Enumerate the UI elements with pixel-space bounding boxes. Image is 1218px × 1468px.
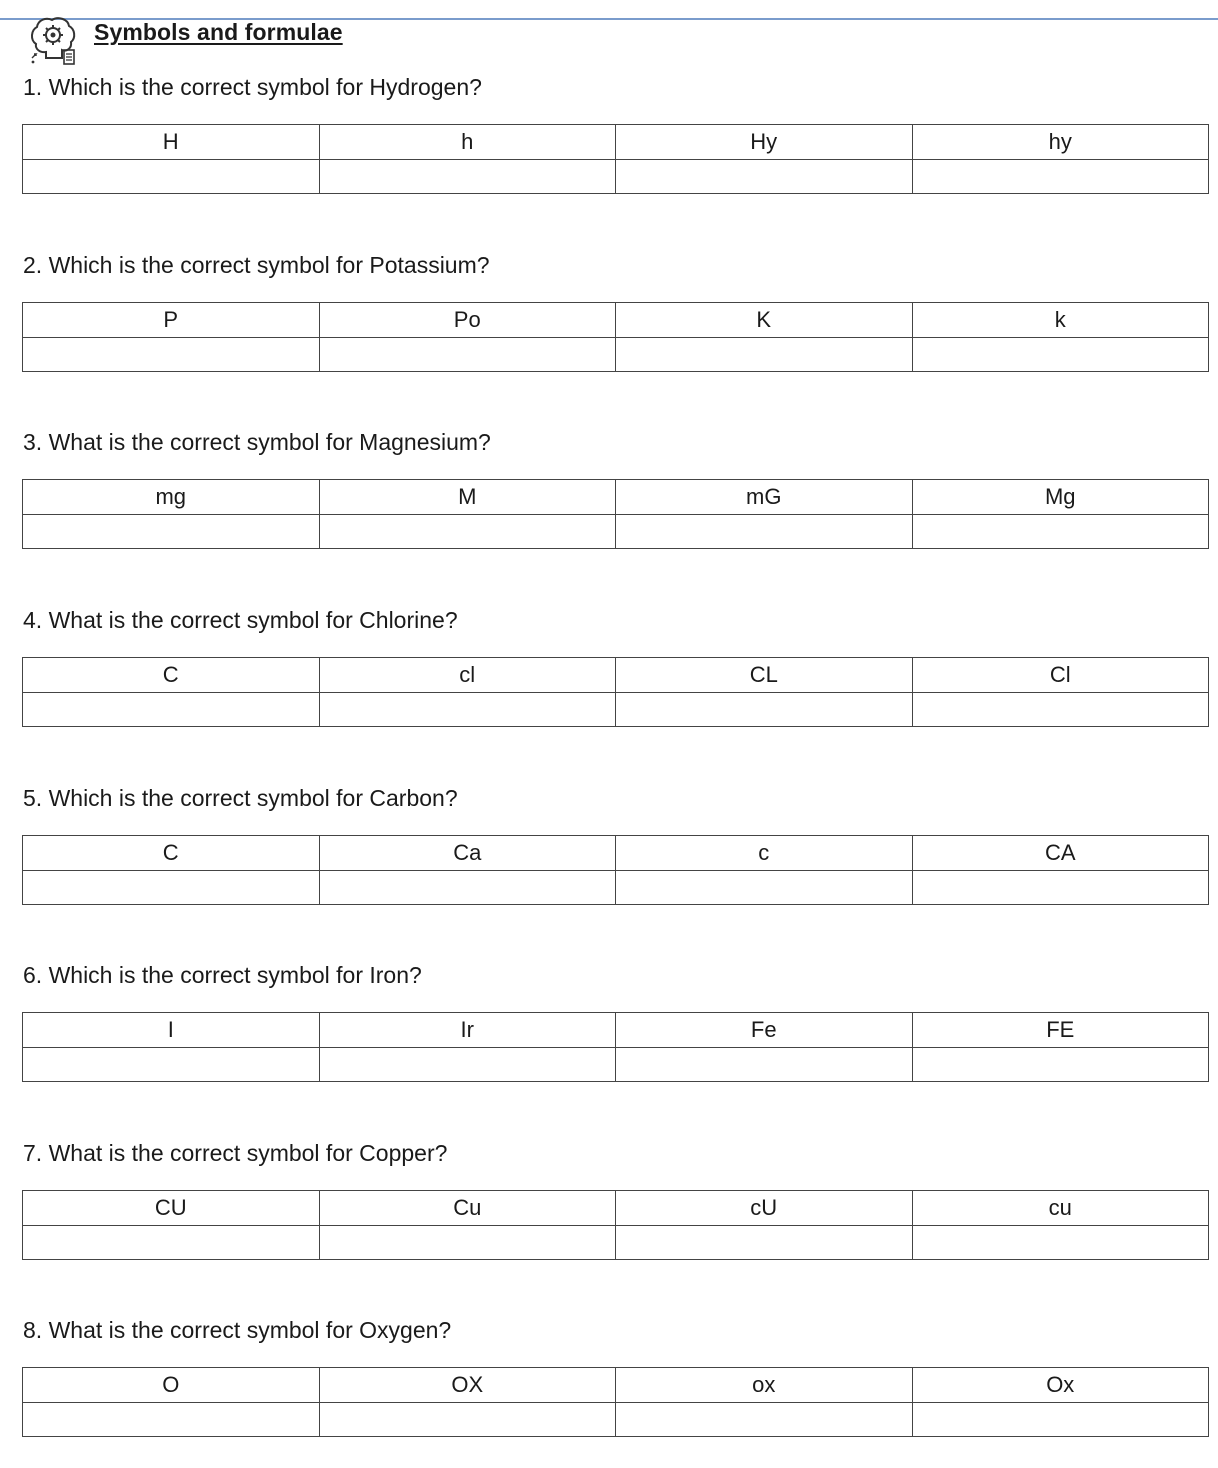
option-cell[interactable]: CU bbox=[23, 1191, 320, 1226]
answer-box[interactable] bbox=[912, 1403, 1209, 1437]
answer-box[interactable] bbox=[23, 1226, 320, 1260]
answer-box[interactable] bbox=[23, 338, 320, 372]
answer-box[interactable] bbox=[912, 871, 1209, 905]
answer-box[interactable] bbox=[319, 693, 616, 727]
question-text: 7. What is the correct symbol for Copper? bbox=[23, 1140, 448, 1166]
answer-box[interactable] bbox=[616, 1048, 913, 1082]
brain-gear-icon bbox=[26, 14, 78, 66]
answer-options-table bbox=[22, 1190, 1209, 1260]
question-text: 3. What is the correct symbol for Magnesium? bbox=[23, 429, 491, 455]
answer-box[interactable] bbox=[912, 1226, 1209, 1260]
option-cell[interactable]: FE bbox=[912, 1013, 1209, 1048]
option-cell[interactable]: c bbox=[616, 836, 913, 871]
answer-box[interactable] bbox=[912, 693, 1209, 727]
answer-box[interactable] bbox=[616, 1226, 913, 1260]
option-cell[interactable]: Po bbox=[319, 303, 616, 338]
option-cell[interactable]: C bbox=[23, 658, 320, 693]
option-cell[interactable]: cU bbox=[616, 1191, 913, 1226]
option-cell[interactable]: Ox bbox=[912, 1368, 1209, 1403]
answer-box[interactable] bbox=[912, 1048, 1209, 1082]
answer-box[interactable] bbox=[23, 160, 320, 194]
option-cell[interactable]: cu bbox=[912, 1191, 1209, 1226]
option-cell[interactable]: Cu bbox=[319, 1191, 616, 1226]
answer-options-table bbox=[22, 124, 1209, 194]
answer-options-table bbox=[22, 657, 1209, 727]
option-cell[interactable]: hy bbox=[912, 125, 1209, 160]
question-block bbox=[22, 782, 1209, 905]
answer-box[interactable] bbox=[616, 515, 913, 549]
option-cell[interactable]: Mg bbox=[912, 480, 1209, 515]
answer-box[interactable] bbox=[319, 1403, 616, 1437]
answer-box[interactable] bbox=[912, 160, 1209, 194]
answer-box[interactable] bbox=[319, 515, 616, 549]
option-cell[interactable]: K bbox=[616, 303, 913, 338]
answer-box[interactable] bbox=[23, 1048, 320, 1082]
answer-options-table bbox=[22, 479, 1209, 549]
answer-box[interactable] bbox=[616, 693, 913, 727]
question-block bbox=[22, 249, 1209, 372]
answer-box[interactable] bbox=[319, 1048, 616, 1082]
option-cell[interactable]: Fe bbox=[616, 1013, 913, 1048]
question-block bbox=[22, 1314, 1209, 1437]
answer-box[interactable] bbox=[23, 871, 320, 905]
answer-box[interactable] bbox=[616, 338, 913, 372]
answer-box[interactable] bbox=[319, 1226, 616, 1260]
question-block bbox=[22, 1137, 1209, 1260]
question-block bbox=[22, 426, 1209, 549]
question-text: 2. Which is the correct symbol for Potassium? bbox=[23, 252, 490, 278]
option-cell[interactable]: mg bbox=[23, 480, 320, 515]
option-cell[interactable]: ox bbox=[616, 1368, 913, 1403]
question-text: 5. Which is the correct symbol for Carbon? bbox=[23, 785, 458, 811]
answer-options-table bbox=[22, 835, 1209, 905]
option-cell[interactable]: Ir bbox=[319, 1013, 616, 1048]
option-cell[interactable]: Ca bbox=[319, 836, 616, 871]
answer-options-table bbox=[22, 1012, 1209, 1082]
answer-box[interactable] bbox=[319, 338, 616, 372]
answer-options-table bbox=[22, 302, 1209, 372]
option-cell[interactable]: Hy bbox=[616, 125, 913, 160]
option-cell[interactable]: cl bbox=[319, 658, 616, 693]
answer-options-table bbox=[22, 1367, 1209, 1437]
option-cell[interactable]: M bbox=[319, 480, 616, 515]
worksheet-header bbox=[26, 14, 343, 64]
option-cell[interactable]: I bbox=[23, 1013, 320, 1048]
answer-box[interactable] bbox=[912, 338, 1209, 372]
option-cell[interactable]: mG bbox=[616, 480, 913, 515]
question-block bbox=[22, 604, 1209, 727]
answer-box[interactable] bbox=[319, 871, 616, 905]
answer-box[interactable] bbox=[319, 160, 616, 194]
answer-box[interactable] bbox=[616, 871, 913, 905]
option-cell[interactable]: CA bbox=[912, 836, 1209, 871]
worksheet-title: Symbols and formulae bbox=[94, 19, 343, 45]
option-cell[interactable]: h bbox=[319, 125, 616, 160]
answer-box[interactable] bbox=[912, 515, 1209, 549]
question-text: 4. What is the correct symbol for Chlorine? bbox=[23, 607, 458, 633]
option-cell[interactable]: k bbox=[912, 303, 1209, 338]
answer-box[interactable] bbox=[616, 160, 913, 194]
option-cell[interactable]: P bbox=[23, 303, 320, 338]
answer-box[interactable] bbox=[23, 515, 320, 549]
question-block bbox=[22, 71, 1209, 194]
answer-box[interactable] bbox=[23, 693, 320, 727]
question-text: 1. Which is the correct symbol for Hydrogen? bbox=[23, 74, 482, 100]
option-cell[interactable]: CL bbox=[616, 658, 913, 693]
answer-box[interactable] bbox=[23, 1403, 320, 1437]
option-cell[interactable]: O bbox=[23, 1368, 320, 1403]
question-text: 8. What is the correct symbol for Oxygen? bbox=[23, 1317, 452, 1343]
question-text: 6. Which is the correct symbol for Iron? bbox=[23, 962, 422, 988]
option-cell[interactable]: C bbox=[23, 836, 320, 871]
option-cell[interactable]: H bbox=[23, 125, 320, 160]
option-cell[interactable]: Cl bbox=[912, 658, 1209, 693]
answer-box[interactable] bbox=[616, 1403, 913, 1437]
option-cell[interactable]: OX bbox=[319, 1368, 616, 1403]
question-block bbox=[22, 959, 1209, 1082]
